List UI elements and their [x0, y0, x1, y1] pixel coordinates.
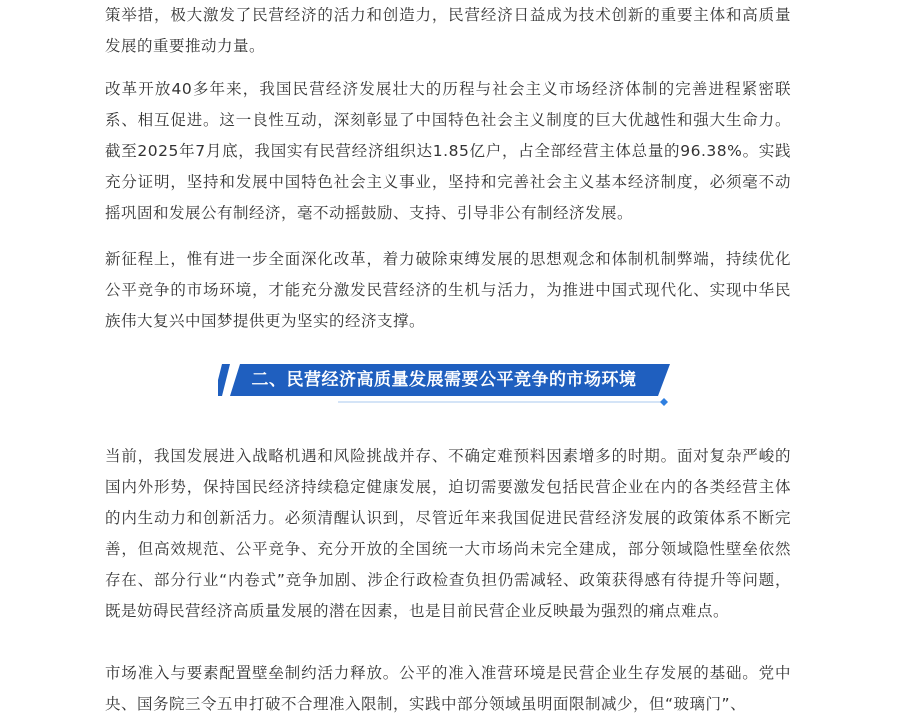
heading-diamond-icon — [660, 398, 668, 406]
paragraph-5: 市场准入与要素配置壁垒制约活力释放。公平的准入准营环境是民营企业生存发展的基础。党中央、国务院三令五申打破不合理准入限制，实践中部分领域虽明面限制减少，但“玻璃门”、 — [105, 664, 791, 713]
section-heading — [218, 362, 670, 406]
section-heading-text: 二、民营经济高质量发展需要公平竞争的市场环境 — [251, 370, 637, 390]
paragraph-4: 当前，我国发展进入战略机遇和风险挑战并存、不确定难预料因素增多的时期。面对复杂严峻的国内外形势，保持国民经济持续稳定健康发展，迫切需要激发包括民营企业在内的各类经营主体的内生动力和创新活力。必须清醒认识到，尽管近年来我国促进民营经济发展的政策体系不断完善，但高效规范、公平竞争、充分开放的全国统一大市场尚未完全建成，部分领域隐性壁垒依然存在、部分行业“内卷式”竞争加剧、涉企行政检查负担仍需减轻、政策获得感有待提升等问题，既是妨碍民营经济高质量发展的潜在因素，也是目前民营企业反映最为强烈的痛点难点。 — [105, 447, 791, 620]
paragraph-1: 策举措，极大激发了民营经济的活力和创造力，民营经济日益成为技术创新的重要主体和高质量发展的重要推动力量。 — [105, 6, 791, 55]
paragraph-3: 新征程上，惟有进一步全面深化改革，着力破除束缚发展的思想观念和体制机制弊端，持续优化公平竞争的市场环境，才能充分激发民营经济的生机与活力，为推进中国式现代化、实现中华民族伟大复兴中国梦提供更为坚实的经济支撑。 — [105, 250, 791, 330]
paragraph-2: 改革开放40多年来，我国民营经济发展壮大的历程与社会主义市场经济体制的完善进程紧密联系、相互促进。这一良性互动，深刻彰显了中国特色社会主义制度的巨大优越性和强大生命力。截至2025年7月底，我国实有民营经济组织达1.85亿户，占全部经营主体总量的96.38%。实践充分证明，坚持和发展中国特色社会主义事业，坚持和完善社会主义基本经济制度，必须毫不动摇巩固和发展公有制经济，毫不动摇鼓励、支持、引导非公有制经济发展。 — [105, 80, 791, 222]
